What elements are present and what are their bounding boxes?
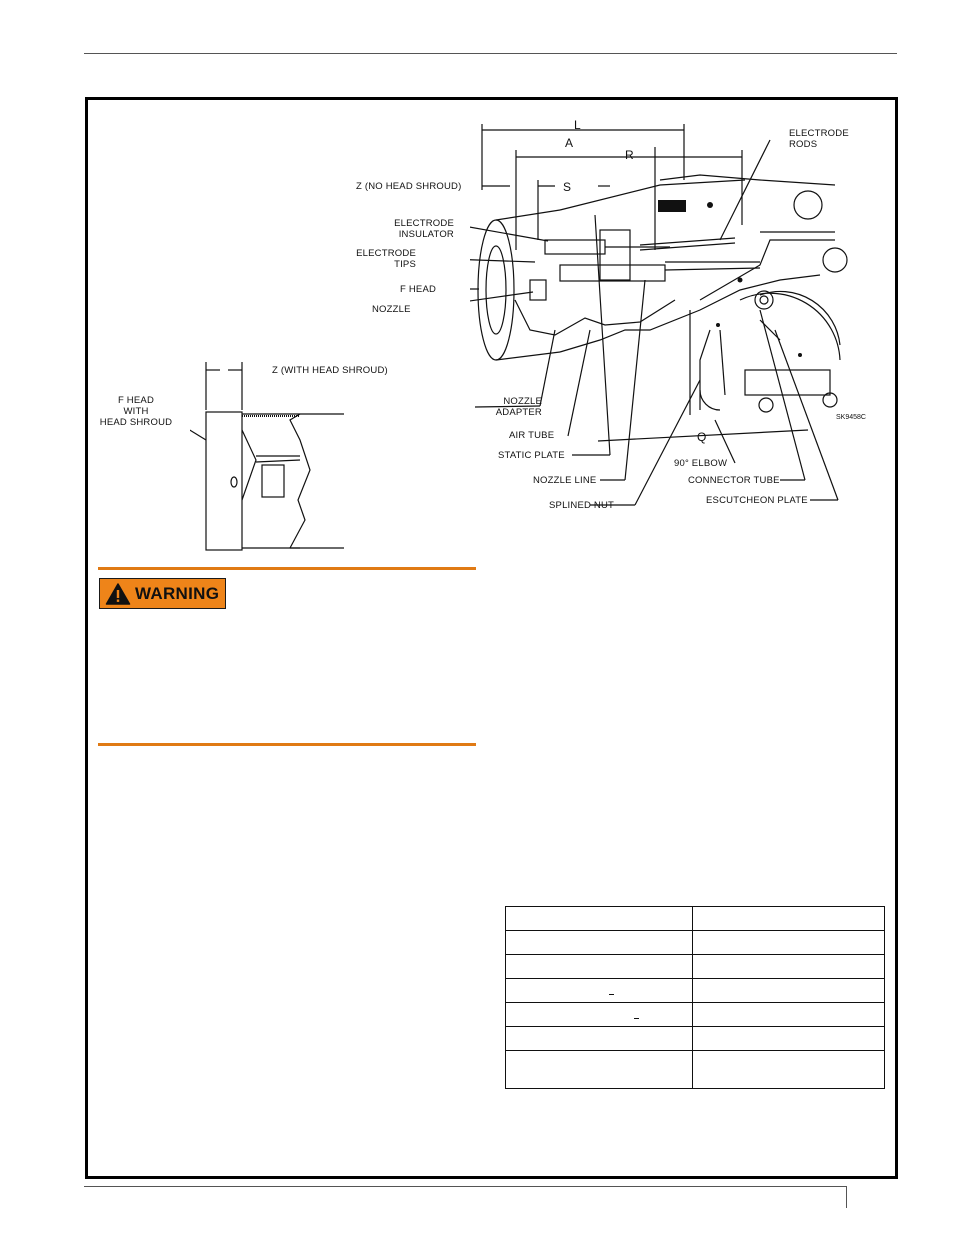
- label-f-head: F HEAD: [400, 284, 437, 295]
- table-cell: [506, 1003, 693, 1027]
- table-cell: [506, 1027, 693, 1051]
- table-cell: [506, 955, 693, 979]
- footer-rule-tick: [846, 1186, 847, 1208]
- footer-rule: [84, 1186, 846, 1187]
- table-cell: [506, 931, 693, 955]
- label-z-with-head-shroud: Z (WITH HEAD SHROUD): [272, 365, 388, 376]
- table-row: [506, 1003, 885, 1027]
- table-cell: [693, 931, 885, 955]
- label-90-elbow: 90° ELBOW: [674, 458, 728, 469]
- table-cell: [693, 1003, 885, 1027]
- head-shroud-inset-diagram: [190, 360, 350, 555]
- header-rule: [84, 53, 897, 54]
- label-electrode-rods: ELECTRODE RODS: [789, 128, 849, 150]
- table-cell: [693, 1027, 885, 1051]
- table-cell: [693, 979, 885, 1003]
- label-nozzle-adapter: NOZZLE ADAPTER: [495, 396, 542, 418]
- table-cell: [506, 979, 693, 1003]
- label-z-no-head-shroud: Z (NO HEAD SHROUD): [356, 181, 462, 192]
- table-cell: [693, 1051, 885, 1089]
- label-electrode-insulator: ELECTRODE INSULATOR: [394, 218, 454, 240]
- table-cell: [693, 907, 885, 931]
- dim-label-A: A: [565, 136, 574, 150]
- table-cell: [506, 1051, 693, 1089]
- table-row: [506, 931, 885, 955]
- drawing-code: SK9458C: [836, 414, 866, 421]
- table-cell: [693, 955, 885, 979]
- warning-triangle-icon: [105, 582, 131, 606]
- table-row: [506, 907, 885, 931]
- table-mark: [634, 1018, 639, 1019]
- label-static-plate: STATIC PLATE: [498, 450, 565, 461]
- table-row: [506, 1027, 885, 1051]
- label-f-head-with-head-shroud: F HEAD WITH HEAD SHROUD: [99, 395, 173, 428]
- label-nozzle: NOZZLE: [372, 304, 411, 315]
- table-row: [506, 955, 885, 979]
- dim-label-Q: Q: [697, 430, 707, 444]
- label-connector-tube: CONNECTOR TUBE: [688, 475, 780, 486]
- dim-label-L: L: [574, 118, 581, 132]
- warning-label: WARNING: [135, 583, 220, 603]
- dim-label-R: R: [625, 148, 634, 162]
- table-row: [506, 1051, 885, 1089]
- warning-bottom-bar: [98, 743, 476, 746]
- label-electrode-tips: ELECTRODE TIPS: [356, 248, 416, 270]
- label-air-tube: AIR TUBE: [509, 430, 555, 441]
- label-nozzle-line: NOZZLE LINE: [533, 475, 597, 486]
- warning-badge: [99, 578, 226, 609]
- table-cell: [506, 907, 693, 931]
- spec-table: [505, 906, 885, 1089]
- table-mark: [609, 994, 614, 995]
- table-row: [506, 979, 885, 1003]
- warning-top-bar: [98, 567, 476, 570]
- label-splined-nut: SPLINED NUT: [549, 500, 615, 511]
- dim-label-S: S: [563, 180, 572, 194]
- label-escutcheon-plate: ESCUTCHEON PLATE: [706, 495, 808, 506]
